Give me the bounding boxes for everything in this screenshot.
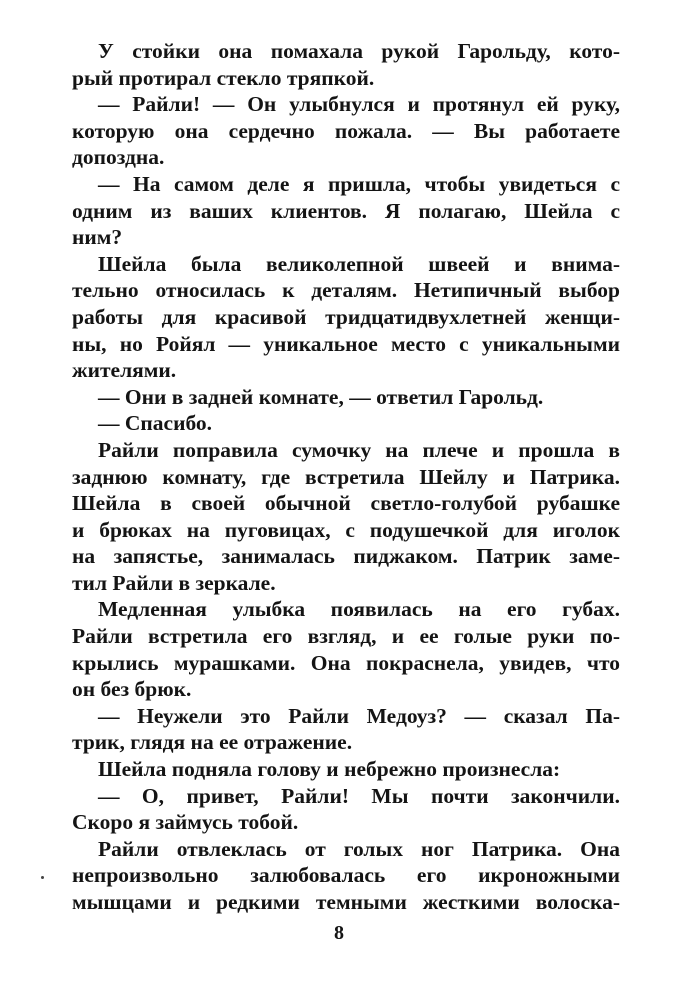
text-line: ны, но Ройял — уникальное место с уникальными <box>72 331 620 356</box>
text-line: заднюю комнату, где встретила Шейлу и Патрика. <box>72 464 620 489</box>
text-line: крылись мурашками. Она покраснела, увидев, что <box>72 650 620 675</box>
text-line: трик, глядя на ее отражение. <box>72 730 353 755</box>
text-line: рый протирал стекло тряпкой. <box>72 65 375 90</box>
text-line: — Спасибо. <box>98 411 213 436</box>
text-line: работы для красивой тридцатидвухлетней женщи- <box>72 304 620 329</box>
text-line: Скоро я займусь тобой. <box>72 810 299 835</box>
text-line: допоздна. <box>72 145 165 170</box>
text-line: Райли отвлеклась от голых ног Патрика. Она <box>98 836 620 861</box>
text-line: непроизвольно залюбовалась его икроножными <box>72 863 620 888</box>
text-line: — Они в задней комнате, — ответил Гарольд. <box>98 384 544 409</box>
text-line: — Неужели это Райли Медоуз? — сказал Па- <box>98 703 620 728</box>
page-body-text <box>72 38 620 916</box>
text-line: Шейла подняла голову и небрежно произнесла: <box>98 757 561 782</box>
text-line: мышцами и редкими темными жесткими волоска- <box>72 890 620 914</box>
text-line: У стойки она помахала рукой Гарольду, кото- <box>98 39 620 63</box>
text-line: Шейла была великолепной швеей и внима- <box>98 251 620 276</box>
text-line: Райли встретила его взгляд, и ее голые руки по- <box>72 624 620 649</box>
text-line: он без брюк. <box>72 677 192 702</box>
text-line: — Райли! — Он улыбнулся и протянул ей руку, <box>98 92 620 117</box>
scan-speck <box>41 876 44 879</box>
text-line: и брюках на пуговицах, с подушечкой для иголок <box>72 517 620 542</box>
text-line: которую она сердечно пожала. — Вы работаете <box>72 118 620 143</box>
text-line: одним из ваших клиентов. Я полагаю, Шейла с <box>72 198 620 223</box>
text-line: жителями. <box>72 358 177 383</box>
text-line: тельно относилась к деталям. Нетипичный выбор <box>72 278 620 303</box>
text-line: ним? <box>72 225 123 250</box>
text-line: — На самом деле я пришла, чтобы увидеться с <box>98 171 620 196</box>
text-line: тил Райли в зеркале. <box>72 570 276 595</box>
text-line: Медленная улыбка появилась на его губах. <box>98 597 620 622</box>
text-line: Шейла в своей обычной светло-голубой рубашке <box>72 491 620 516</box>
page-number: 8 <box>334 922 344 944</box>
text-line: — О, привет, Райли! Мы почти закончили. <box>98 783 620 808</box>
text-line: на запястье, занималась пиджаком. Патрик заме- <box>72 544 620 569</box>
text-line: Райли поправила сумочку на плече и прошла в <box>98 437 620 462</box>
